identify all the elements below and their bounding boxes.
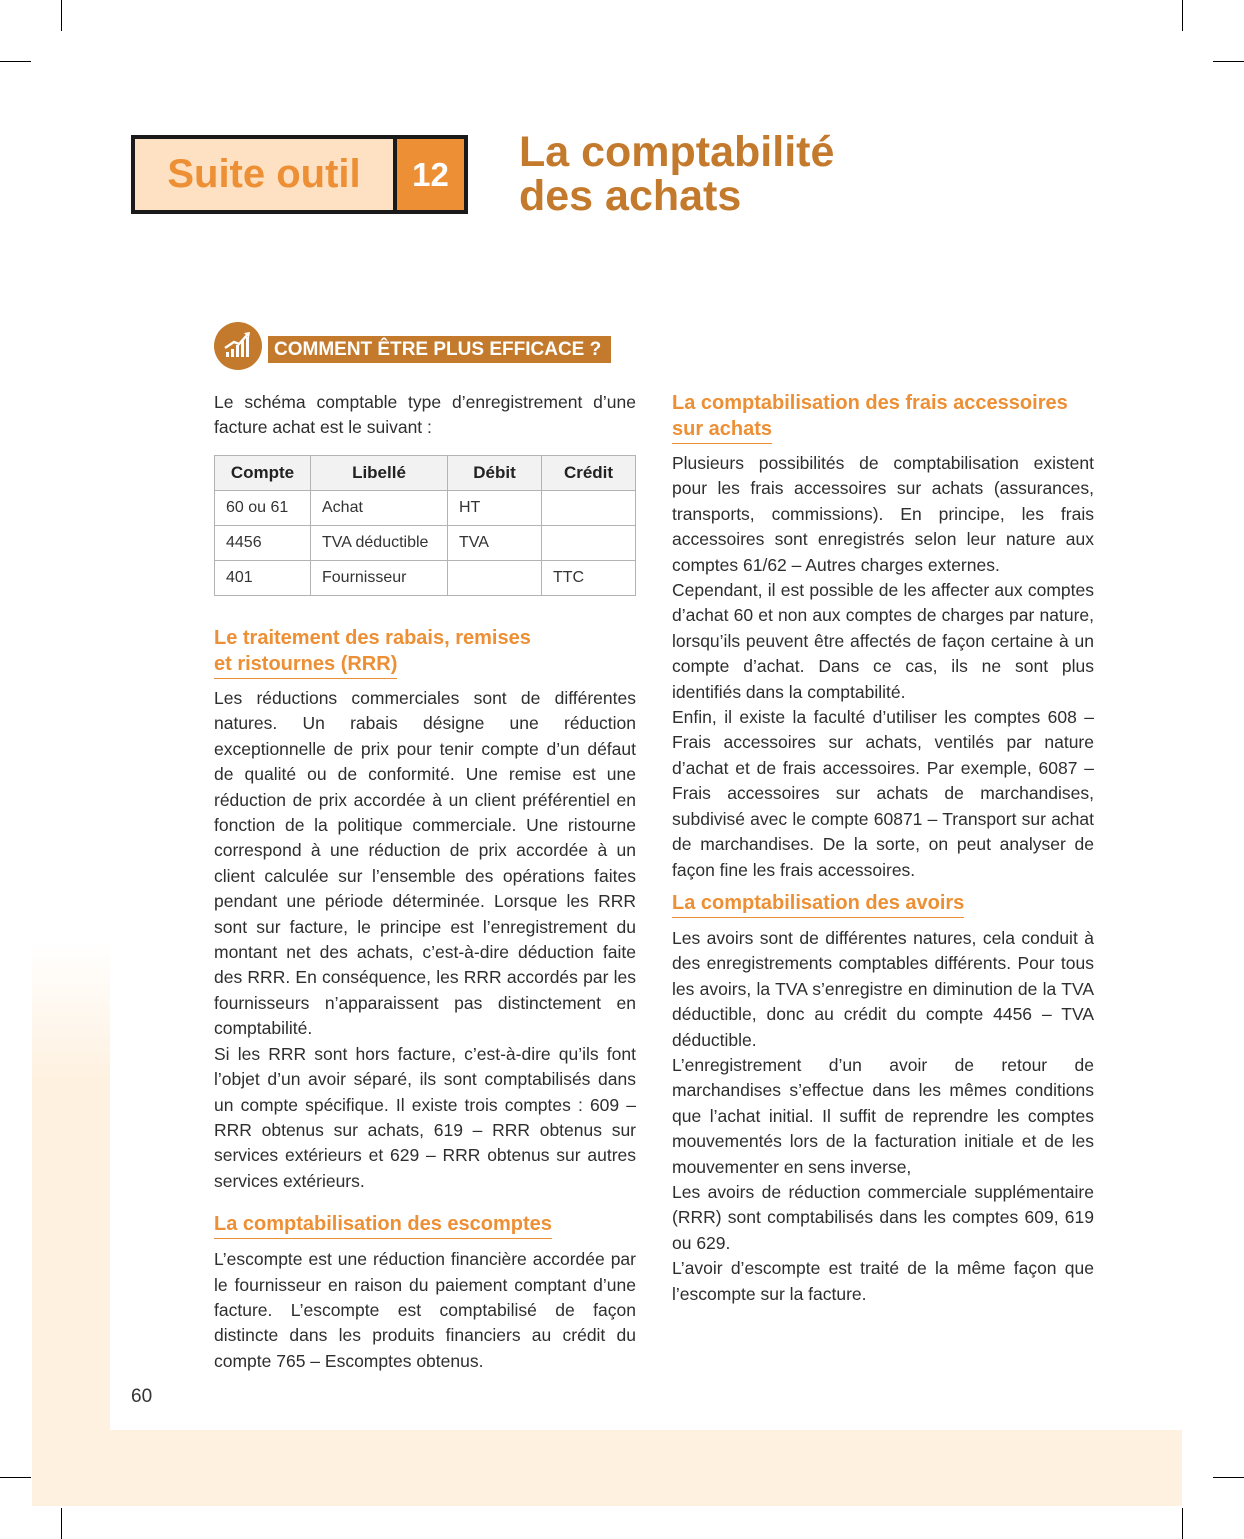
table-cell: TTC	[542, 561, 636, 596]
table-header-row	[215, 456, 636, 491]
crop-mark	[1182, 1508, 1183, 1539]
column-header: Crédit	[542, 456, 636, 491]
column-header: Compte	[215, 456, 311, 491]
crop-mark	[61, 1508, 62, 1539]
crop-mark	[61, 0, 62, 31]
table-cell: HT	[448, 491, 542, 526]
page-title	[519, 130, 834, 218]
left-column	[214, 390, 636, 441]
table-cell: Fournisseur	[311, 561, 448, 596]
table-cell: TVA	[448, 526, 542, 561]
table-cell	[448, 561, 542, 596]
background-band-left	[32, 940, 110, 1506]
paragraph: Les avoirs de réduction commerciale supplémentaire (RRR) sont comptabilisés dans les comptes 609, 619 ou 629.	[672, 1181, 1094, 1253]
table-row	[215, 526, 636, 561]
paragraph: L’avoir d’escompte est traité de la même façon que l’escompte sur la facture.	[672, 1258, 1094, 1304]
tool-badge	[131, 135, 468, 214]
table-cell: 60 ou 61	[215, 491, 311, 526]
section-heading-frais	[672, 391, 1094, 444]
page-title-line-2: des achats	[519, 172, 742, 220]
badge-label: Suite outil	[135, 139, 397, 210]
section-heading-escompte: La comptabilisation des escomptes	[214, 1212, 552, 1239]
section-heading-frais-line-1: La comptabilisation des frais accessoires	[672, 392, 1068, 414]
page-number: 60	[131, 1386, 153, 1407]
paragraph: Cependant, il est possible de les affecter aux comptes d’achat 60 et non aux comptes de charges par nature, lorsqu’ils peuvent être affectés de façon certaine à un compte d’achat. Dans ce cas, ils ne sont plus identifiés dans la comptabilité.	[672, 580, 1094, 702]
paragraph: Les avoirs sont de différentes natures, cela conduit à des enregistrements comptables différents. Pour tous les avoirs, la TVA s’enregistre en diminution de la TVA déductible, donc au crédit du compte 4456 – TVA déductible.	[672, 927, 1094, 1050]
table-cell	[542, 491, 636, 526]
page-title-line-1: La comptabilité	[519, 128, 835, 176]
table-cell: TVA déductible	[311, 526, 448, 561]
accounting-table	[214, 455, 636, 596]
crop-mark	[0, 61, 31, 62]
section-heading-rrr	[214, 626, 636, 679]
background-band-bottom	[32, 1430, 1182, 1506]
paragraph: Les réductions commerciales sont de différentes natures. Un rabais désigne une réduction exceptionnelle de prix pour tenir compte d’un défaut de qualité ou de conformité. Une remise est une réduction de prix accordée à un client préférentiel en fonction de la politique commerciale. Une ristourne correspond à une réduction de prix accordée à un client calculée sur l’ensemble des opérations faites pendant une période déterminée. Lorsque les RRR sont sur facture, le principe est l’enregistrement du montant net des achats, c’est-à-dire déduction faite des RRR. En conséquence, les RRR accordés par les fournisseurs n’apparaissent pas distinctement en comptabilité.	[214, 688, 636, 1039]
table-cell	[542, 526, 636, 561]
paragraph: Plusieurs possibilités de comptabilisation existent pour les frais accessoires sur achats (assurances, transports, commissions). En principe, les frais accessoires sont enregistrés selon leur nature aux comptes 61/62 – Autres charges externes.	[672, 453, 1094, 575]
column-header: Libellé	[311, 456, 448, 491]
paragraph: L’escompte est une réduction financière accordée par le fournisseur en raison du paiement comptant d’une facture. L’escompte est comptabilisé de façon distincte dans les produits financiers au crédit du compte 765 – Escomptes obtenus.	[214, 1249, 636, 1371]
intro-text: Le schéma comptable type d’enregistrement d’une facture achat est le suivant :	[214, 392, 636, 438]
crop-mark	[0, 1477, 31, 1478]
crop-mark	[1213, 1477, 1244, 1478]
section-heading-avoirs: La comptabilisation des avoirs	[672, 891, 964, 918]
paragraph: L’enregistrement d’un avoir de retour de marchandises s’effectue dans les mêmes conditions que l’achat initial. Il suffit de reprendre les comptes mouvementés lors de la facturation initiale et de les mouvementer en sens inverse,	[672, 1054, 1094, 1177]
left-column-body	[214, 626, 636, 1374]
section-heading-rrr-line-2: et ristournes (RRR)	[214, 652, 397, 679]
paragraph: Si les RRR sont hors facture, c’est-à-dire qu’ils font l’objet d’un avoir séparé, ils sont comptabilisés dans un compte spécifique. Il existe trois comptes : 609 – RRR obtenus sur achats, 619 – RRR obtenus sur services extérieurs et 629 – RRR obtenus sur autres services extérieurs.	[214, 1043, 636, 1191]
section-heading-rrr-line-1: Le traitement des rabais, remises	[214, 627, 531, 649]
table-row	[215, 561, 636, 596]
column-header: Débit	[448, 456, 542, 491]
paragraph: Enfin, il existe la faculté d’utiliser les comptes 608 – Frais accessoires sur achats, ventilés par nature d’achat et de frais accessoires. Par exemple, 6087 – Frais accessoires sur achats de marchandises, subdivisé avec le compte 60871 – Transport sur achat de marchandises. De la sorte, on peut analyser de façon fine les frais accessoires.	[672, 707, 1094, 880]
table-cell: 4456	[215, 526, 311, 561]
tip-banner-label: COMMENT ÊTRE PLUS EFFICACE ?	[268, 336, 611, 363]
table-cell: 401	[215, 561, 311, 596]
table-cell: Achat	[311, 491, 448, 526]
right-column	[672, 391, 1094, 1307]
crop-mark	[1213, 61, 1244, 62]
crop-mark	[1182, 0, 1183, 31]
badge-number: 12	[397, 139, 464, 210]
chart-growth-icon	[214, 322, 262, 370]
section-heading-frais-line-2: sur achats	[672, 417, 772, 444]
table-row	[215, 491, 636, 526]
